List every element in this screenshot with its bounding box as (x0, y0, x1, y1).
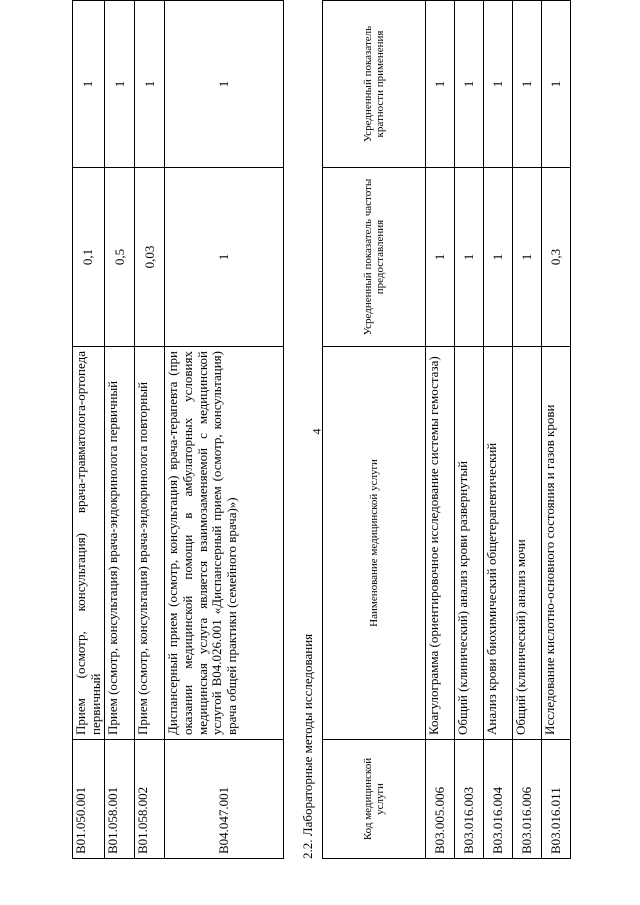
service-name: Прием (осмотр, консультация) врача-эндокринолога повторный (135, 347, 165, 740)
frequency-value: 1 (484, 168, 513, 347)
frequency-value: 0,1 (73, 168, 105, 347)
services-table-continued (72, 37, 284, 859)
service-code: B03.016.004 (484, 740, 513, 859)
multiplicity-value: 1 (135, 1, 165, 168)
header-name: Наименование медицинской услуги (323, 347, 426, 740)
page-number: 4 (309, 428, 324, 435)
service-name: Анализ крови биохимический общетерапевтический (484, 347, 513, 740)
table-header-row (323, 1, 426, 859)
header-frequency: Усредненный показатель частоты предоставления (323, 168, 426, 347)
service-name: Исследование кислотно-основного состояния и газов крови (542, 347, 571, 740)
multiplicity-value: 1 (426, 1, 455, 168)
service-code: B03.016.006 (513, 740, 542, 859)
service-code: B01.050.001 (73, 740, 105, 859)
table-row (542, 1, 571, 859)
table-row (105, 1, 135, 859)
service-name: Коагулограмма (ориентировочное исследование системы гемостаза) (426, 347, 455, 740)
frequency-value: 1 (455, 168, 484, 347)
multiplicity-value: 1 (73, 1, 105, 168)
frequency-value: 1 (513, 168, 542, 347)
table-row (513, 1, 542, 859)
table-row (426, 1, 455, 859)
header-multiplicity: Усредненный показатель кратности применения (323, 1, 426, 168)
laboratory-methods-table (322, 25, 571, 859)
multiplicity-value: 1 (513, 1, 542, 168)
service-name: Общий (клинический) анализ крови развернутый (455, 347, 484, 740)
service-name: Прием (осмотр, консультация) врача-эндокринолога первичный (105, 347, 135, 740)
service-name: Общий (клинический) анализ мочи (513, 347, 542, 740)
table-row (73, 1, 105, 859)
service-code: B03.016.011 (542, 740, 571, 859)
header-code: Код медицинской услуги (323, 740, 426, 859)
service-code: B01.058.001 (105, 740, 135, 859)
table-row (165, 1, 284, 859)
service-code: B01.058.002 (135, 740, 165, 859)
service-name: Прием (осмотр, консультация) врача-травматолога-ортопеда первичный (73, 347, 105, 740)
multiplicity-value: 1 (455, 1, 484, 168)
section-title: 2.2. Лабораторные методы исследования (300, 633, 315, 859)
frequency-value: 1 (426, 168, 455, 347)
service-code: B03.016.003 (455, 740, 484, 859)
service-code: B04.047.001 (165, 740, 284, 859)
frequency-value: 0,03 (135, 168, 165, 347)
frequency-value: 0,3 (542, 168, 571, 347)
multiplicity-value: 1 (165, 1, 284, 168)
table-row (484, 1, 513, 859)
frequency-value: 0,5 (105, 168, 135, 347)
service-name: Диспансерный прием (осмотр, консультация) врача-терапевта (при оказании медицинской помощи в амбулаторных условиях медицинская услуга является взаимозаменяемой с медицинской услугой B04.026.001 «Диспансерный прием (осмотр, консультация) врача общей практики (семейного врача)») (165, 347, 284, 740)
multiplicity-value: 1 (484, 1, 513, 168)
multiplicity-value: 1 (542, 1, 571, 168)
frequency-value: 1 (165, 168, 284, 347)
table-row (455, 1, 484, 859)
table-row (135, 1, 165, 859)
multiplicity-value: 1 (105, 1, 135, 168)
service-code: B03.005.006 (426, 740, 455, 859)
